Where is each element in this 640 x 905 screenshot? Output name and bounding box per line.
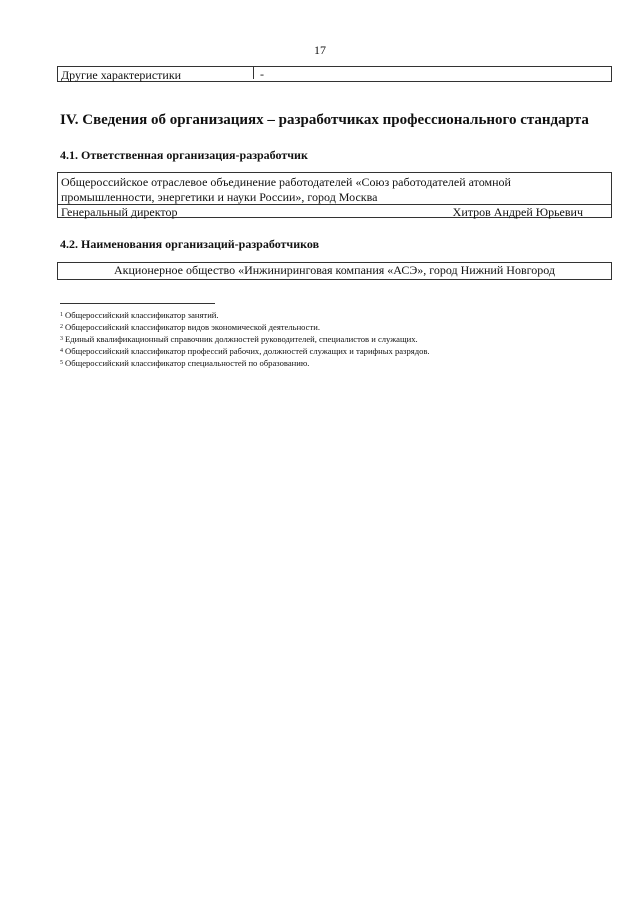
section-title: IV. Сведения об организациях – разработчиках профессионального стандарта	[60, 112, 589, 128]
responsible-org-heading: 4.1. Ответственная организация-разработчик	[60, 148, 308, 162]
footnote-text: Общероссийский классификатор профессий рабочих, должностей служащих и тарифных разрядов.	[65, 346, 430, 356]
footnote-number: 5	[60, 360, 63, 366]
footnote-item	[60, 309, 620, 321]
footnotes	[60, 309, 620, 369]
developer-orgs-heading: 4.2. Наименования организаций-разработчиков	[60, 237, 320, 251]
other-characteristics-label: Другие характеристики	[61, 68, 182, 82]
footnote-item	[60, 357, 620, 369]
responsible-org-table	[57, 172, 612, 218]
developer-org-name: Акционерное общество «Инжиниринговая компания «АСЭ», город Нижний Новгород	[113, 263, 555, 277]
other-characteristics-value: -	[260, 67, 264, 81]
responsible-org-name: Общероссийское отраслевое объединение работодателей «Союз работодателей атомной промышленности, энергетики и науки России», город Москва	[61, 175, 511, 204]
other-characteristics-row	[57, 66, 612, 82]
footnote-text: Единый квалификационный справочник должностей руководителей, специалистов и служащих.	[65, 334, 418, 344]
footnote-item	[60, 321, 620, 333]
page-number: 17	[314, 43, 326, 57]
footnote-item	[60, 333, 620, 345]
footnote-text: Общероссийский классификатор занятий.	[65, 310, 219, 320]
footnote-text: Общероссийский классификатор специальностей по образованию.	[65, 358, 310, 368]
footnote-text: Общероссийский классификатор видов экономической деятельности.	[65, 322, 320, 332]
responsible-person: Хитров Андрей Юрьевич	[452, 205, 583, 219]
column-divider	[253, 67, 254, 79]
footnote-number: 2	[60, 324, 63, 330]
footnote-number: 1	[60, 312, 63, 318]
footnote-number: 3	[60, 336, 63, 342]
footnote-rule	[60, 303, 215, 304]
developer-org-row	[57, 262, 612, 280]
footnote-item	[60, 345, 620, 357]
footnote-number: 4	[60, 348, 63, 354]
responsible-position: Генеральный директор	[61, 205, 178, 219]
